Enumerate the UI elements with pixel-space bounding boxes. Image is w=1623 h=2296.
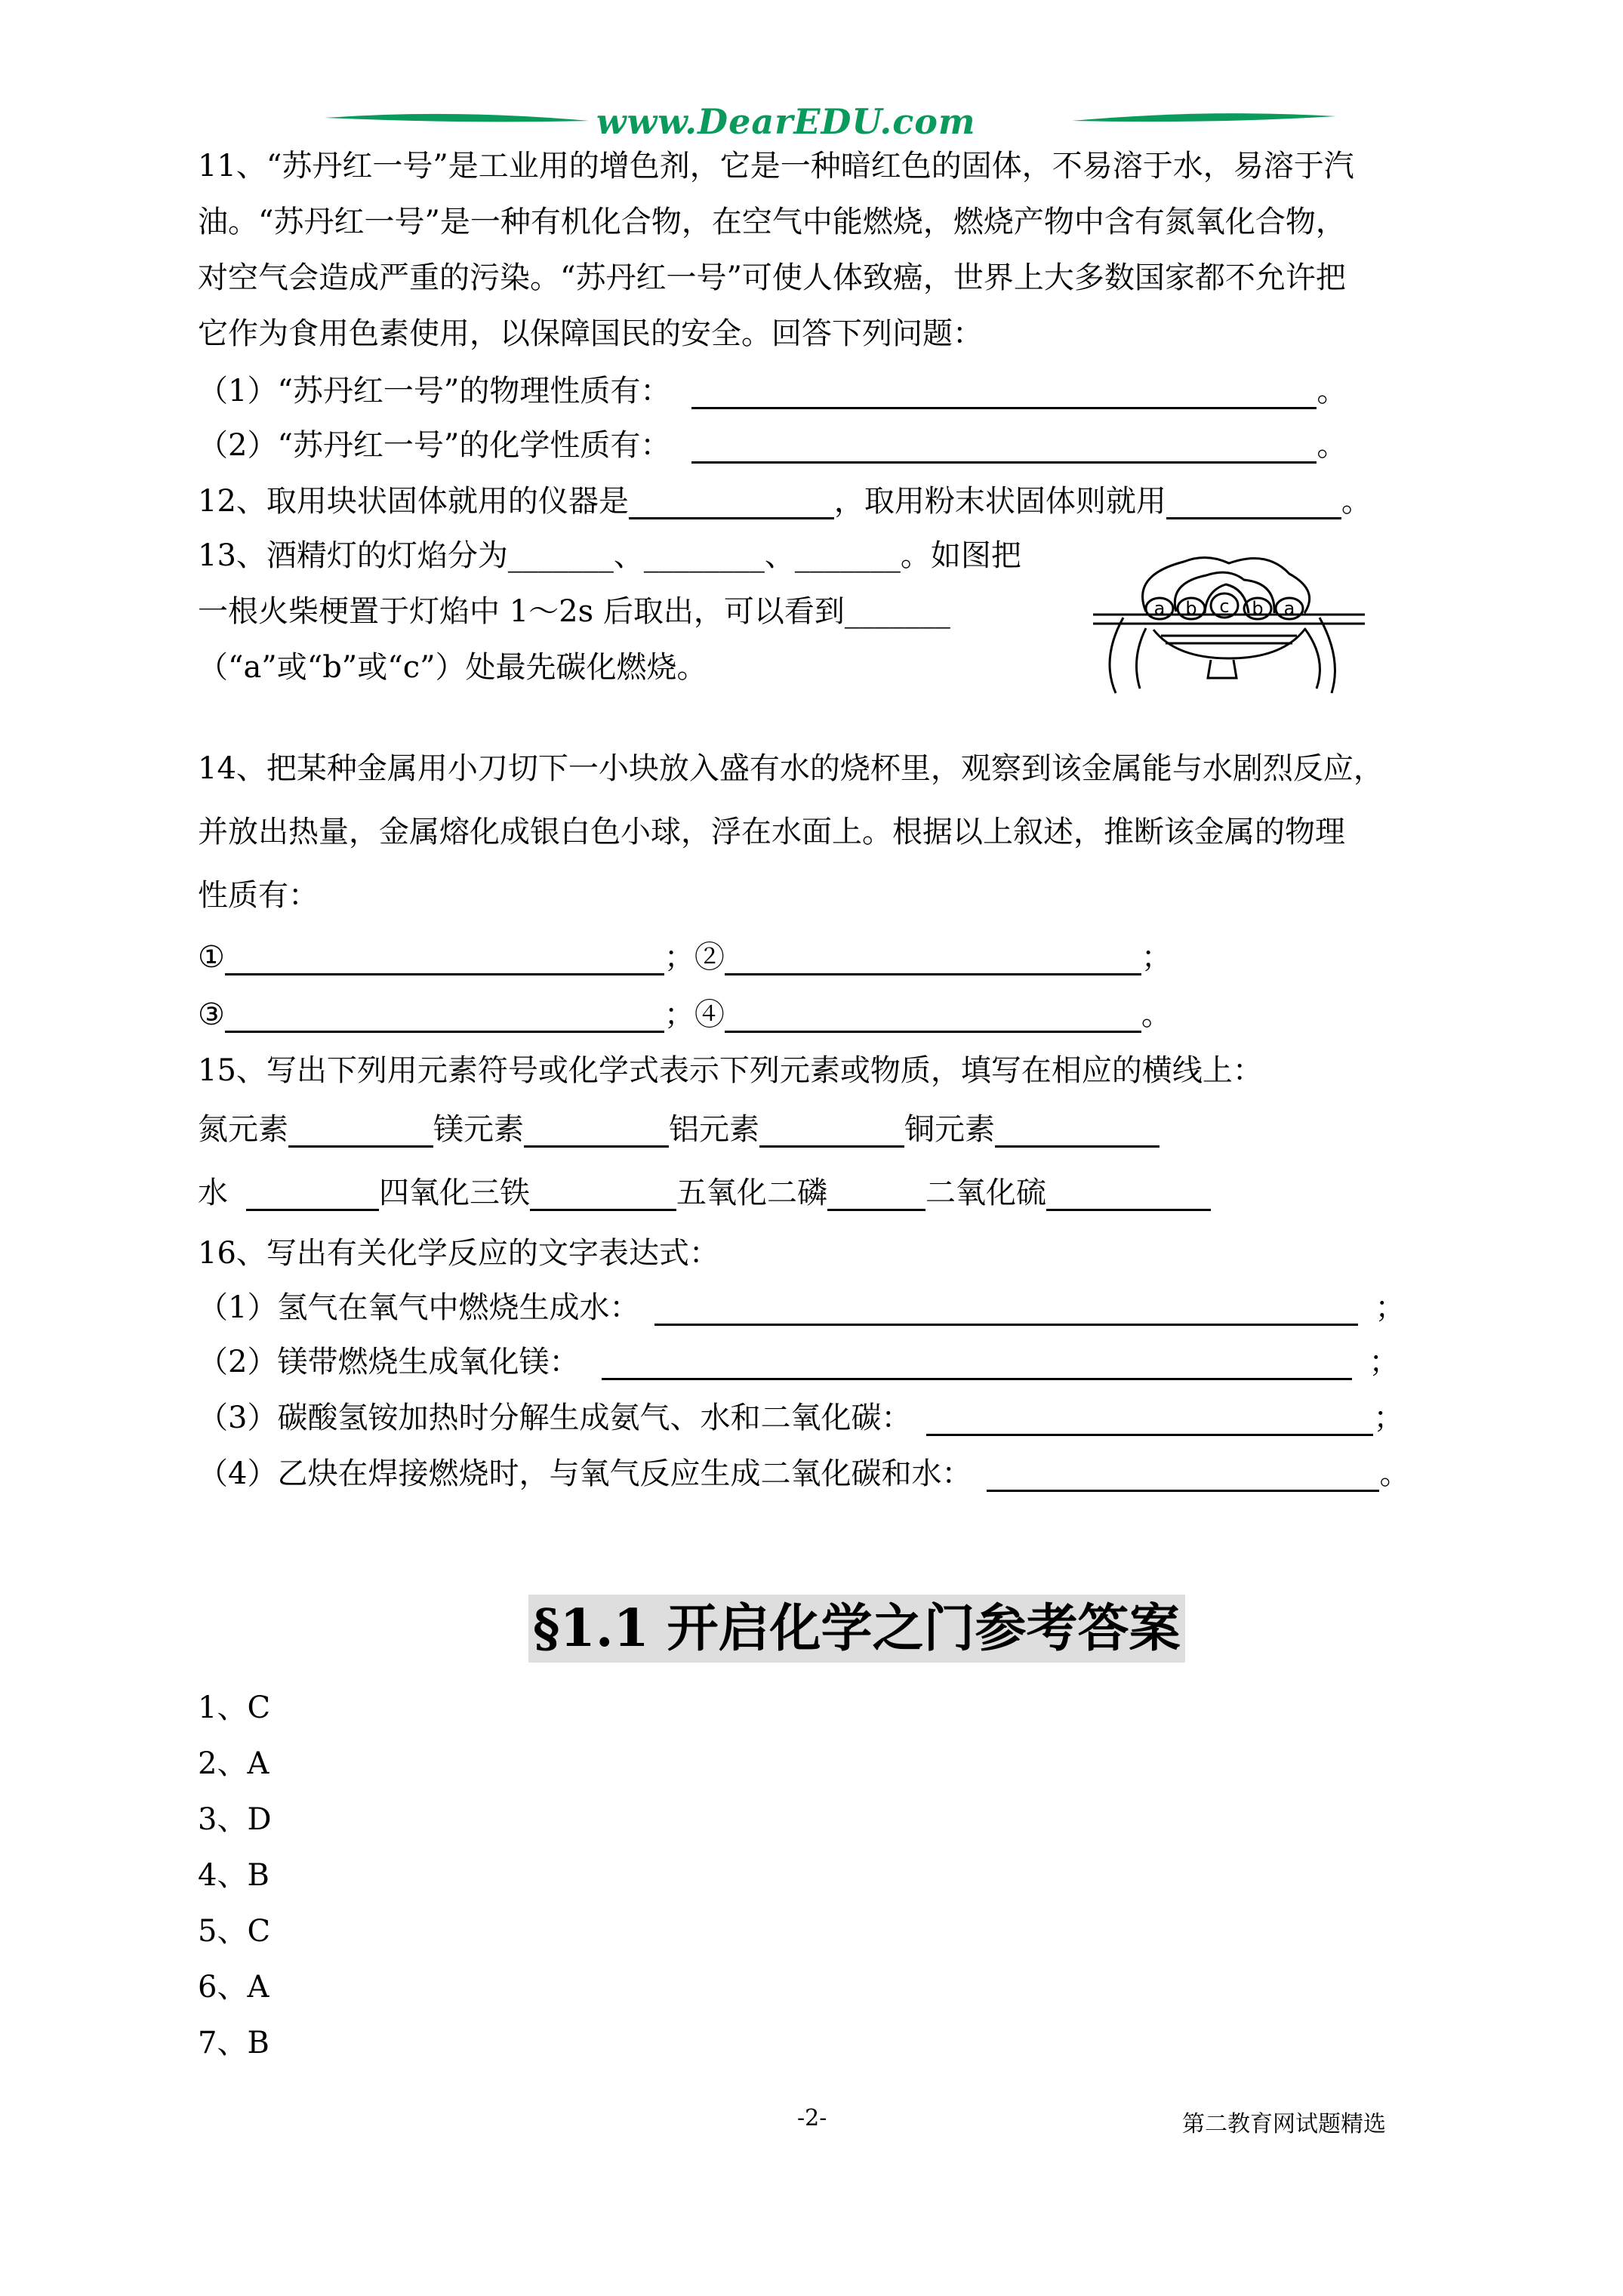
answer-item: 2、A <box>198 1746 269 1781</box>
q16-item-2-label: （2）镁带燃烧生成氧化镁： <box>198 1345 580 1379</box>
q14-line-2: 并放出热量，金属熔化成银白色小球，浮在水面上。根据以上叙述，推断该金属的物理 <box>198 815 1345 849</box>
period: 。 <box>1379 1456 1410 1491</box>
q16-item-4-label: （4）乙炔在焊接燃烧时，与氧气反应生成二氧化碳和水： <box>198 1456 972 1491</box>
flame-label-outer-right: a <box>1283 598 1295 619</box>
answer-item: 7、B <box>198 2026 269 2060</box>
separator: ； <box>1141 940 1172 975</box>
q13-line-2: 一根火柴梗置于灯焰中 1～2s 后取出，可以看到_______ <box>198 594 950 629</box>
answer-blank[interactable] <box>1046 1180 1211 1211</box>
flame-label-middle-left: b <box>1185 598 1197 619</box>
q11-line-2: 油。“苏丹红一号”是一种有机化合物，在空气中能燃烧，燃烧产物中含有氮氧化合物， <box>198 205 1346 239</box>
answer-item: 3、D <box>198 1802 272 1837</box>
q16-item-3 <box>198 1400 1403 1436</box>
q11-sub-2 <box>198 427 1347 464</box>
period: 。 <box>1317 428 1347 463</box>
q16-item-1 <box>198 1290 1405 1326</box>
label-copper: 铜元素 <box>904 1112 995 1147</box>
q12-line <box>198 483 1372 519</box>
q12-part-b: ，取用粉末状固体则就用 <box>833 484 1166 519</box>
q12-part-a: 12、取用块状固体就用的仪器是 <box>198 484 629 519</box>
flame-label-middle-right: b <box>1252 598 1264 619</box>
answer-blank[interactable] <box>602 1349 1352 1380</box>
q14-line-1: 14、把某种金属用小刀切下一小块放入盛有水的烧杯里，观察到该金属能与水剧烈反应， <box>198 751 1384 786</box>
answer-item: 1、C <box>198 1690 271 1725</box>
q16-intro: 16、写出有关化学反应的文字表达式： <box>198 1236 719 1271</box>
answer-section-title: §1.1 开启化学之门参考答案 <box>528 1595 1185 1663</box>
q16-item-3-label: （3）碳酸氢铵加热时分解生成氨气、水和二氧化碳： <box>198 1401 912 1435</box>
page-number: -2- <box>797 2105 827 2131</box>
answer-item: 4、B <box>198 1858 269 1893</box>
label-water: 水 <box>198 1176 228 1210</box>
site-watermark: www.DearEDU.com <box>596 101 976 142</box>
label-phosphorus-pentoxide: 五氧化二磷 <box>676 1176 827 1210</box>
period: 。 <box>1341 484 1372 519</box>
answer-blank[interactable] <box>1166 488 1341 519</box>
q15-row-1 <box>198 1111 1160 1148</box>
marker-2: ；② <box>664 940 725 975</box>
q11-line-1: 11、“苏丹红一号”是工业用的增色剂，它是一种暗红色的固体，不易溶于水，易溶于汽 <box>198 149 1354 183</box>
answer-blank[interactable] <box>995 1117 1160 1148</box>
answer-blank[interactable] <box>725 945 1141 975</box>
answer-blank[interactable] <box>288 1117 433 1148</box>
label-iron-oxide: 四氧化三铁 <box>379 1176 530 1210</box>
q14-blanks-row-2 <box>198 997 1172 1033</box>
q11-sub-2-label: （2）“苏丹红一号”的化学性质有： <box>198 428 671 463</box>
separator: ； <box>1375 1290 1406 1325</box>
alcohol-lamp-flame-figure <box>1078 545 1380 696</box>
q16-item-1-label: （1）氢气在氧气中燃烧生成水： <box>198 1290 640 1325</box>
answer-item: 6、A <box>198 1970 269 2005</box>
q14-line-3: 性质有： <box>198 878 319 913</box>
answer-blank[interactable] <box>654 1295 1358 1326</box>
marker-4: ；④ <box>664 997 725 1032</box>
answer-blank[interactable] <box>759 1117 904 1148</box>
q14-blanks-row-1 <box>198 939 1172 975</box>
q13-line-1: 13、酒精灯的灯焰分为_______、________、_______。如图把 <box>198 538 1021 573</box>
period: 。 <box>1317 374 1347 408</box>
separator: ； <box>1373 1401 1404 1435</box>
answer-blank[interactable] <box>827 1180 925 1211</box>
answer-blank[interactable] <box>246 1180 379 1211</box>
answer-blank[interactable] <box>225 945 664 975</box>
footer-site-name: 第二教育网试题精选 <box>1182 2111 1386 2137</box>
label-sulfur-dioxide: 二氧化硫 <box>925 1176 1046 1210</box>
answer-blank[interactable] <box>629 488 834 519</box>
marker-3: ③ <box>198 997 225 1032</box>
q11-line-4: 它作为食用色素使用，以保障国民的安全。回答下列问题： <box>198 316 983 351</box>
separator: ； <box>1369 1345 1400 1379</box>
q15-row-2 <box>198 1175 1211 1211</box>
period: 。 <box>1141 997 1172 1032</box>
label-aluminum: 铝元素 <box>669 1112 759 1147</box>
answer-blank[interactable] <box>725 1002 1141 1033</box>
answer-blank[interactable] <box>926 1405 1373 1436</box>
label-magnesium: 镁元素 <box>433 1112 524 1147</box>
answer-blank[interactable] <box>524 1117 669 1148</box>
flame-label-inner: c <box>1219 596 1230 617</box>
answer-blank[interactable] <box>225 1002 664 1033</box>
answer-blank[interactable] <box>530 1180 676 1211</box>
answer-blank[interactable] <box>691 378 1317 409</box>
answer-item: 5、C <box>198 1914 271 1949</box>
q16-item-4 <box>198 1456 1409 1492</box>
q13-line-3: （“a”或“b”或“c”）处最先碳化燃烧。 <box>198 650 707 685</box>
q11-sub-1-label: （1）“苏丹红一号”的物理性质有： <box>198 374 671 408</box>
answer-blank[interactable] <box>987 1461 1379 1492</box>
label-nitrogen: 氮元素 <box>198 1112 288 1147</box>
q11-line-3: 对空气会造成严重的污染。“苏丹红一号”可使人体致癌，世界上大多数国家都不允许把 <box>198 260 1346 295</box>
flame-label-outer-left: a <box>1153 598 1166 619</box>
q15-intro: 15、写出下列用元素符号或化学式表示下列元素或物质，填写在相应的横线上： <box>198 1053 1263 1088</box>
q11-sub-1 <box>198 373 1347 409</box>
marker-1: ① <box>198 940 225 975</box>
q16-item-2 <box>198 1344 1399 1380</box>
answer-blank[interactable] <box>691 433 1317 464</box>
